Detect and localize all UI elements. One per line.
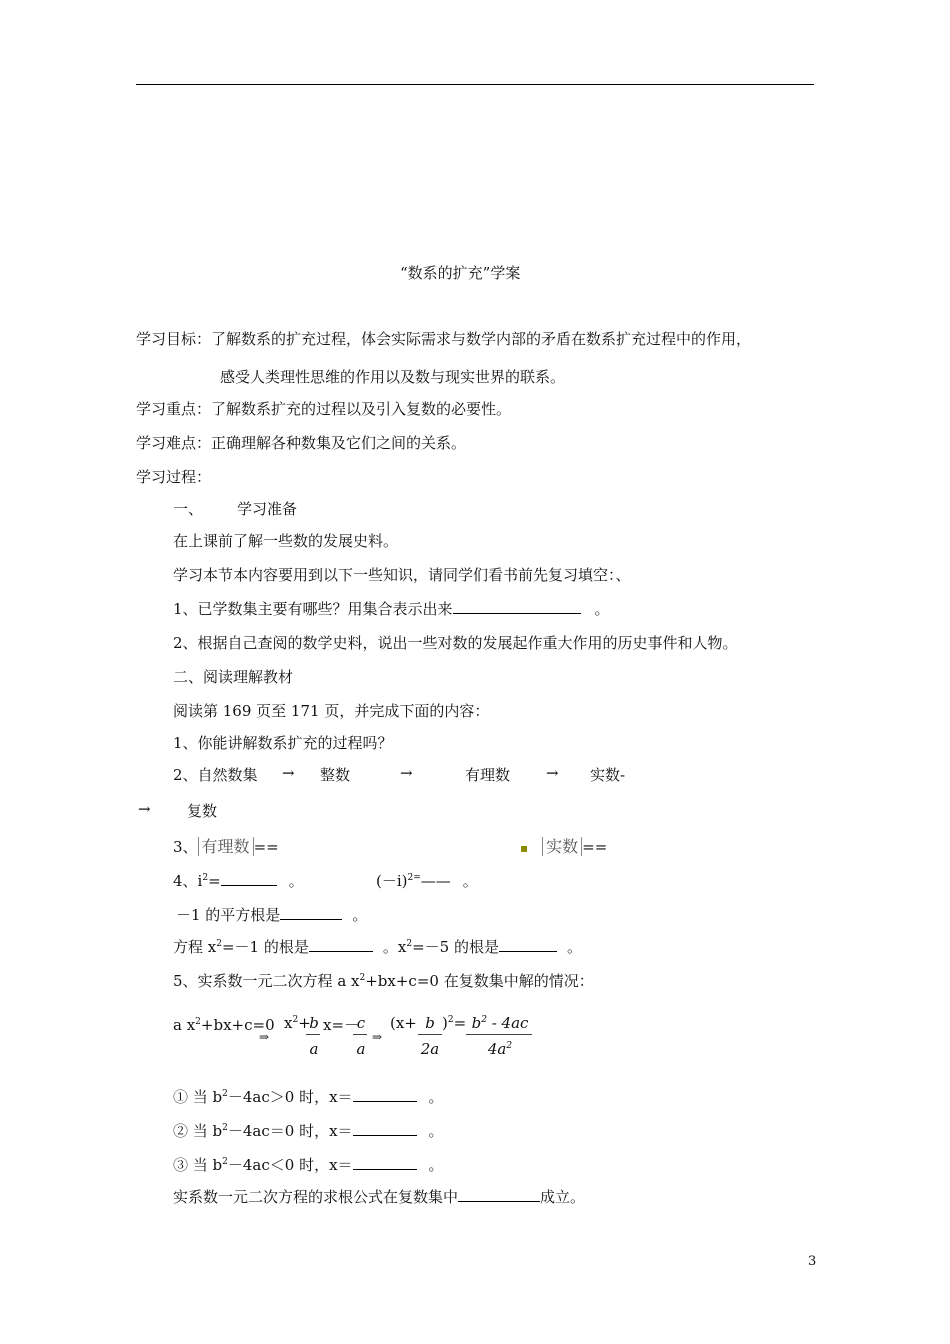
q4-i: i [197, 872, 203, 890]
case1-b: －4ac＞0 时，x＝ [227, 1088, 353, 1106]
section1-title: 学习准备 [237, 500, 298, 518]
derive-a: a x [173, 1016, 196, 1034]
eq-exp-1: 2 [216, 939, 222, 949]
frac-2a-line [418, 1034, 442, 1035]
case1-exp: 2 [222, 1089, 228, 1099]
page-title: “数系的扩充”学案 [400, 264, 521, 282]
derive-paren-open: (x+ [390, 1014, 417, 1032]
disc-b: b [471, 1014, 482, 1032]
equation-line [173, 936, 582, 957]
eq-d: =－5 的根是 [412, 938, 499, 956]
final-a: 实系数一元二次方程的求根公式在复数集中 [173, 1188, 459, 1206]
q4-eq: = [208, 872, 221, 890]
derive-paren-close [442, 1014, 466, 1032]
x2-exp: 2 [292, 1015, 299, 1025]
chain-arrow-2: → [400, 764, 413, 782]
section1-num: 一、 [173, 500, 204, 518]
chain-arrow-1: → [282, 764, 295, 782]
case2-end: 。 [428, 1122, 444, 1140]
goals-label: 学习目标： [136, 330, 212, 348]
question-1-1-end: 。 [594, 600, 610, 618]
answer-blank-case-2[interactable] [353, 1120, 417, 1136]
real-set-abs: 实数 [542, 837, 582, 856]
question-2-4 [173, 870, 304, 891]
case-3 [173, 1154, 444, 1175]
derive-exp: 2 [195, 1017, 201, 1027]
paren-close: ) [442, 1014, 448, 1032]
chain-arrow-3: → [546, 764, 559, 782]
q4-neg-exp: 2= [407, 873, 421, 883]
chain-step-1: 2、自然数集 [173, 766, 258, 784]
page-number: 3 [808, 1254, 817, 1269]
answer-blank-i2[interactable] [221, 870, 277, 886]
answer-blank-case-3[interactable] [353, 1154, 417, 1170]
marker-dot: ▪ [520, 841, 529, 855]
case-1 [173, 1086, 444, 1107]
answer-blank-final[interactable] [458, 1186, 540, 1202]
frac-disc-den [468, 1040, 532, 1058]
section2-heading: 二、阅读理解教材 [173, 668, 294, 686]
disc-den: 4a [487, 1040, 507, 1058]
q4-num: 4、 [173, 872, 198, 890]
question-2-5 [173, 970, 594, 991]
answer-blank-sqrt[interactable] [280, 904, 342, 920]
eq-b: =－1 的根是 [221, 938, 309, 956]
chain-step-4: 实数- [590, 766, 626, 784]
case1-a: ① 当 b [173, 1088, 223, 1106]
frac-disc-num [468, 1014, 532, 1032]
frac-b-den: a [309, 1040, 319, 1058]
case2-b: －4ac＝0 时，x＝ [227, 1122, 353, 1140]
disc-rest: - 4ac [486, 1014, 529, 1032]
sqrt-line [176, 904, 367, 925]
q5-b: +bx+c=0 在复数集中解的情况： [365, 972, 594, 990]
frac-b-num: b [309, 1014, 319, 1032]
disc-b-exp: 2 [481, 1015, 487, 1025]
paren-exp: 2 [447, 1015, 454, 1025]
case3-a: ③ 当 b [173, 1156, 223, 1174]
process-heading: 学习过程： [136, 468, 212, 486]
implies-arrow-2: ⇒ [372, 1030, 383, 1044]
answer-blank-case-1[interactable] [353, 1086, 417, 1102]
chain-step-5: 复数 [187, 802, 218, 820]
x2-x: x [284, 1014, 293, 1032]
case-2 [173, 1120, 444, 1141]
goals-line-1 [136, 328, 751, 349]
eq-c: 。x [382, 938, 407, 956]
q5-a: 5、实系数一元二次方程 a x [173, 972, 360, 990]
case3-exp: 2 [222, 1157, 228, 1167]
answer-blank-root-2[interactable] [499, 936, 557, 952]
case1-end: 。 [428, 1088, 444, 1106]
question-2-3 [173, 834, 279, 857]
paren-eq: = [453, 1014, 467, 1032]
frac-c-line [353, 1034, 367, 1035]
section2-para-1: 阅读第 169 页至 171 页，并完成下面的内容： [173, 702, 490, 720]
question-2-3b [520, 834, 607, 857]
chain-arrow-4: → [138, 800, 151, 818]
case3-b: －4ac＜0 时，x＝ [227, 1156, 353, 1174]
final-line [173, 1186, 585, 1207]
sqrt-end: 。 [352, 906, 368, 924]
eq-sign-2: == [582, 838, 608, 856]
derive-x-eq: x=－ [323, 1016, 360, 1034]
sqrt-text: －1 的平方根是 [176, 906, 281, 924]
rational-set-abs: 有理数 [198, 837, 254, 856]
focus-line: 学习重点：了解数系扩充的过程以及引入复数的必要性。 [136, 400, 512, 418]
goals-text-1: 了解数系的扩充过程，体会实际需求与数学内部的矛盾在数系扩充过程中的作用， [211, 330, 752, 348]
q4-exp: 2 [202, 873, 209, 883]
final-b: 成立。 [540, 1188, 586, 1206]
eq-a: 方程 x [173, 938, 217, 956]
answer-blank-sets[interactable] [453, 598, 581, 614]
section1-heading [173, 498, 297, 519]
chain-step-3: 有理数 [465, 766, 511, 784]
frac-disc-line [466, 1034, 532, 1035]
case2-exp: 2 [222, 1123, 228, 1133]
q5-exp: 2 [359, 973, 366, 983]
eq-sign-1: == [253, 838, 279, 856]
question-1-1-text: 1、已学数集主要有哪些？用集合表示出来 [173, 600, 453, 618]
question-2-3-num: 3、 [173, 838, 198, 856]
eq-exp-2: 2 [406, 939, 413, 949]
derive-b: +bx+c=0 [200, 1016, 275, 1034]
q4-neg-i: (－i) [376, 872, 408, 890]
q4-neg-end: 。 [462, 872, 478, 890]
question-2-1: 1、你能讲解数系扩充的过程吗？ [173, 734, 393, 752]
frac-2a-num: b [425, 1014, 435, 1032]
case3-end: 。 [428, 1156, 444, 1174]
frac-c-den: a [356, 1040, 366, 1058]
answer-blank-neg-i2[interactable]: —— [420, 872, 451, 890]
disc-den-exp: 2 [506, 1041, 513, 1051]
q4-end: 。 [288, 872, 304, 890]
header-rule [136, 84, 814, 85]
implies-arrow-1: ⇒ [259, 1030, 270, 1044]
x2-plus: + [298, 1014, 311, 1032]
section1-para-1: 在上课前了解一些数的发展史料。 [173, 532, 399, 550]
eq-e: 。 [566, 938, 582, 956]
frac-c-num: c [356, 1014, 366, 1032]
question-2-4b [376, 870, 478, 891]
frac-2a-den: 2a [420, 1040, 440, 1058]
frac-b-line [306, 1034, 320, 1035]
question-1-1 [173, 598, 610, 619]
section1-para-2: 学习本节本内容要用到以下一些知识，请同学们看书前先复习填空：、 [173, 566, 631, 584]
difficulty-line: 学习难点：正确理解各种数集及它们之间的关系。 [136, 434, 467, 452]
case2-a: ② 当 b [173, 1122, 223, 1140]
goals-line-2: 感受人类理性思维的作用以及数与现实世界的联系。 [220, 368, 566, 386]
chain-step-2: 整数 [320, 766, 351, 784]
answer-blank-root-1[interactable] [309, 936, 373, 952]
question-1-2: 2、根据自己查阅的数学史料，说出一些对数的发展起作重大作用的历史事件和人物。 [173, 634, 738, 652]
